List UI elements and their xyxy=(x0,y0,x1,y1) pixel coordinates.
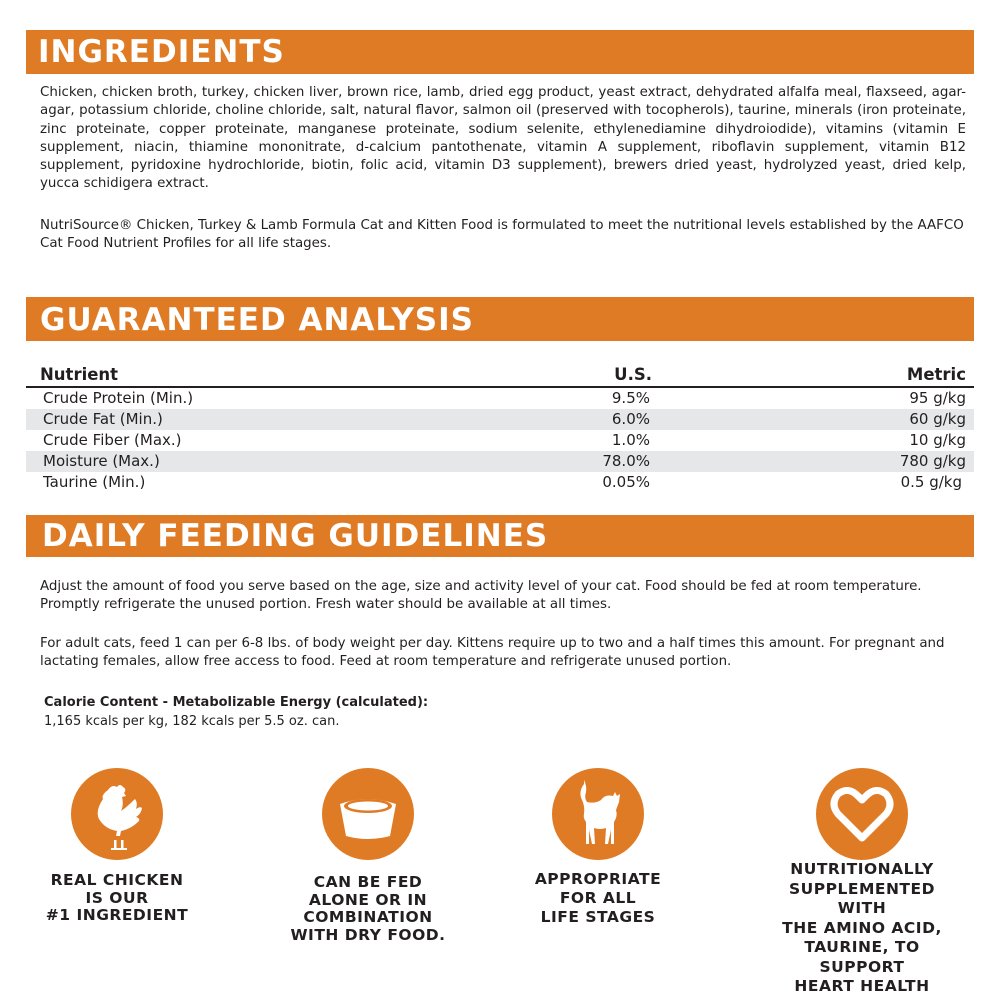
nutrient-cell: Crude Fiber (Max.) xyxy=(43,431,182,449)
us-value-cell: 78.0% xyxy=(602,452,650,470)
nutrient-cell: Taurine (Min.) xyxy=(43,473,146,491)
table-row xyxy=(26,430,974,451)
metric-value-cell: 60 g/kg xyxy=(909,410,966,428)
nutrient-cell: Crude Protein (Min.) xyxy=(43,389,194,407)
table-row xyxy=(26,451,974,472)
metric-value-cell: 0.5 g/kg xyxy=(900,473,962,491)
feature-real-chicken xyxy=(17,768,217,925)
us-value-cell: 6.0% xyxy=(611,410,650,428)
ingredients-list: Chicken, chicken broth, turkey, chicken liver, brown rice, lamb, dried egg product, yeast extract, dehydrated alfalfa meal, flaxseed, agar-agar, potassium chloride, choline chloride, salt, natural flavor, salmon oil (preserved with tocopherols), taurine, minerals (iron proteinate, zinc proteinate, copper proteinate, manganese proteinate, sodium selenite, ethylenediamine dihydroiodide), vitamins (vitamin E supplement, niacin, thiamine mononitrate, d-calcium pantothenate, vitamin A supplement, riboflavin supplement, vitamin B12 supplement, pyridoxine hydrochloride, biotin, folic acid, vitamin D3 supplement), brewers dried yeast, hydrolyzed yeast, dried kelp, yucca schidigera extract. xyxy=(40,85,966,192)
caption-line: NUTRITIONALLY xyxy=(790,860,934,878)
cat-icon xyxy=(552,768,644,860)
feature-caption xyxy=(268,874,468,944)
caption-line: CAN BE FED xyxy=(313,873,423,891)
feature-caption xyxy=(498,870,698,927)
caption-line: WITH DRY FOOD. xyxy=(290,925,446,944)
bowl-icon xyxy=(322,768,414,860)
us-value-cell: 1.0% xyxy=(611,431,650,449)
feature-caption xyxy=(762,860,962,997)
caption-line: ALONE OR IN xyxy=(308,890,428,909)
caption-line: APPROPRIATE xyxy=(534,870,662,888)
table-header xyxy=(26,364,974,388)
ingredients-heading: INGREDIENTS xyxy=(26,30,974,74)
feature-caption xyxy=(17,872,217,925)
caption-line: THE AMINO ACID, xyxy=(782,918,942,937)
aafco-statement: NutriSource® Chicken, Turkey & Lamb Formula Cat and Kitten Food is formulated to meet the nutritional levels established by the AAFCO Cat Food Nutrient Profiles for all life stages. xyxy=(40,218,964,252)
nutrient-cell: Crude Fat (Min.) xyxy=(43,410,163,428)
column-header-metric: Metric xyxy=(906,365,966,384)
table-row xyxy=(26,388,974,409)
guaranteed-analysis-table xyxy=(26,364,974,493)
caption-line: COMBINATION xyxy=(303,908,433,926)
feeding-guidelines-heading: DAILY FEEDING GUIDELINES xyxy=(26,515,974,557)
table-row xyxy=(26,472,974,493)
metric-value-cell: 95 g/kg xyxy=(909,389,966,407)
caption-line: FOR ALL xyxy=(559,889,637,907)
caption-line: LIFE STAGES xyxy=(540,908,656,926)
feature-taurine-heart-health xyxy=(762,768,962,997)
metric-value-cell: 780 g/kg xyxy=(899,452,966,470)
us-value-cell: 9.5% xyxy=(611,389,650,407)
caption-line: HEART HEALTH xyxy=(794,977,930,995)
calorie-content-value: 1,165 kcals per kg, 182 kcals per 5.5 oz. can. xyxy=(44,714,340,729)
metric-value-cell: 10 g/kg xyxy=(909,431,966,449)
caption-line: TAURINE, TO SUPPORT xyxy=(804,938,920,976)
feature-combination-feeding xyxy=(268,768,468,944)
feature-all-life-stages xyxy=(498,768,698,927)
caption-line: IS OUR xyxy=(85,888,149,907)
calorie-content-heading: Calorie Content - Metabolizable Energy (calculated): xyxy=(44,695,429,710)
column-header-nutrient: Nutrient xyxy=(40,365,119,384)
feeding-paragraph: For adult cats, feed 1 can per 6-8 lbs. of body weight per day. Kittens require up to two and a half times this amount. For pregnant and lactating females, allow free access to food. Feed at room temperature and refrigerate unused portion. xyxy=(40,636,945,670)
caption-line: REAL CHICKEN xyxy=(50,871,184,889)
feeding-paragraph: Adjust the amount of food you serve based on the age, size and activity level of your cat. Food should be fed at room temperature. Promptly refrigerate the unused portion. Fresh water should be available at all times. xyxy=(40,579,922,613)
us-value-cell: 0.05% xyxy=(602,473,650,491)
nutrient-cell: Moisture (Max.) xyxy=(43,452,160,470)
caption-line: SUPPLEMENTED WITH xyxy=(789,879,935,917)
column-header-us: U.S. xyxy=(614,365,652,384)
table-row xyxy=(26,409,974,430)
caption-line: #1 INGREDIENT xyxy=(45,906,189,924)
heart-icon xyxy=(816,768,908,860)
chicken-icon xyxy=(71,768,163,860)
guaranteed-analysis-heading: GUARANTEED ANALYSIS xyxy=(26,297,974,341)
